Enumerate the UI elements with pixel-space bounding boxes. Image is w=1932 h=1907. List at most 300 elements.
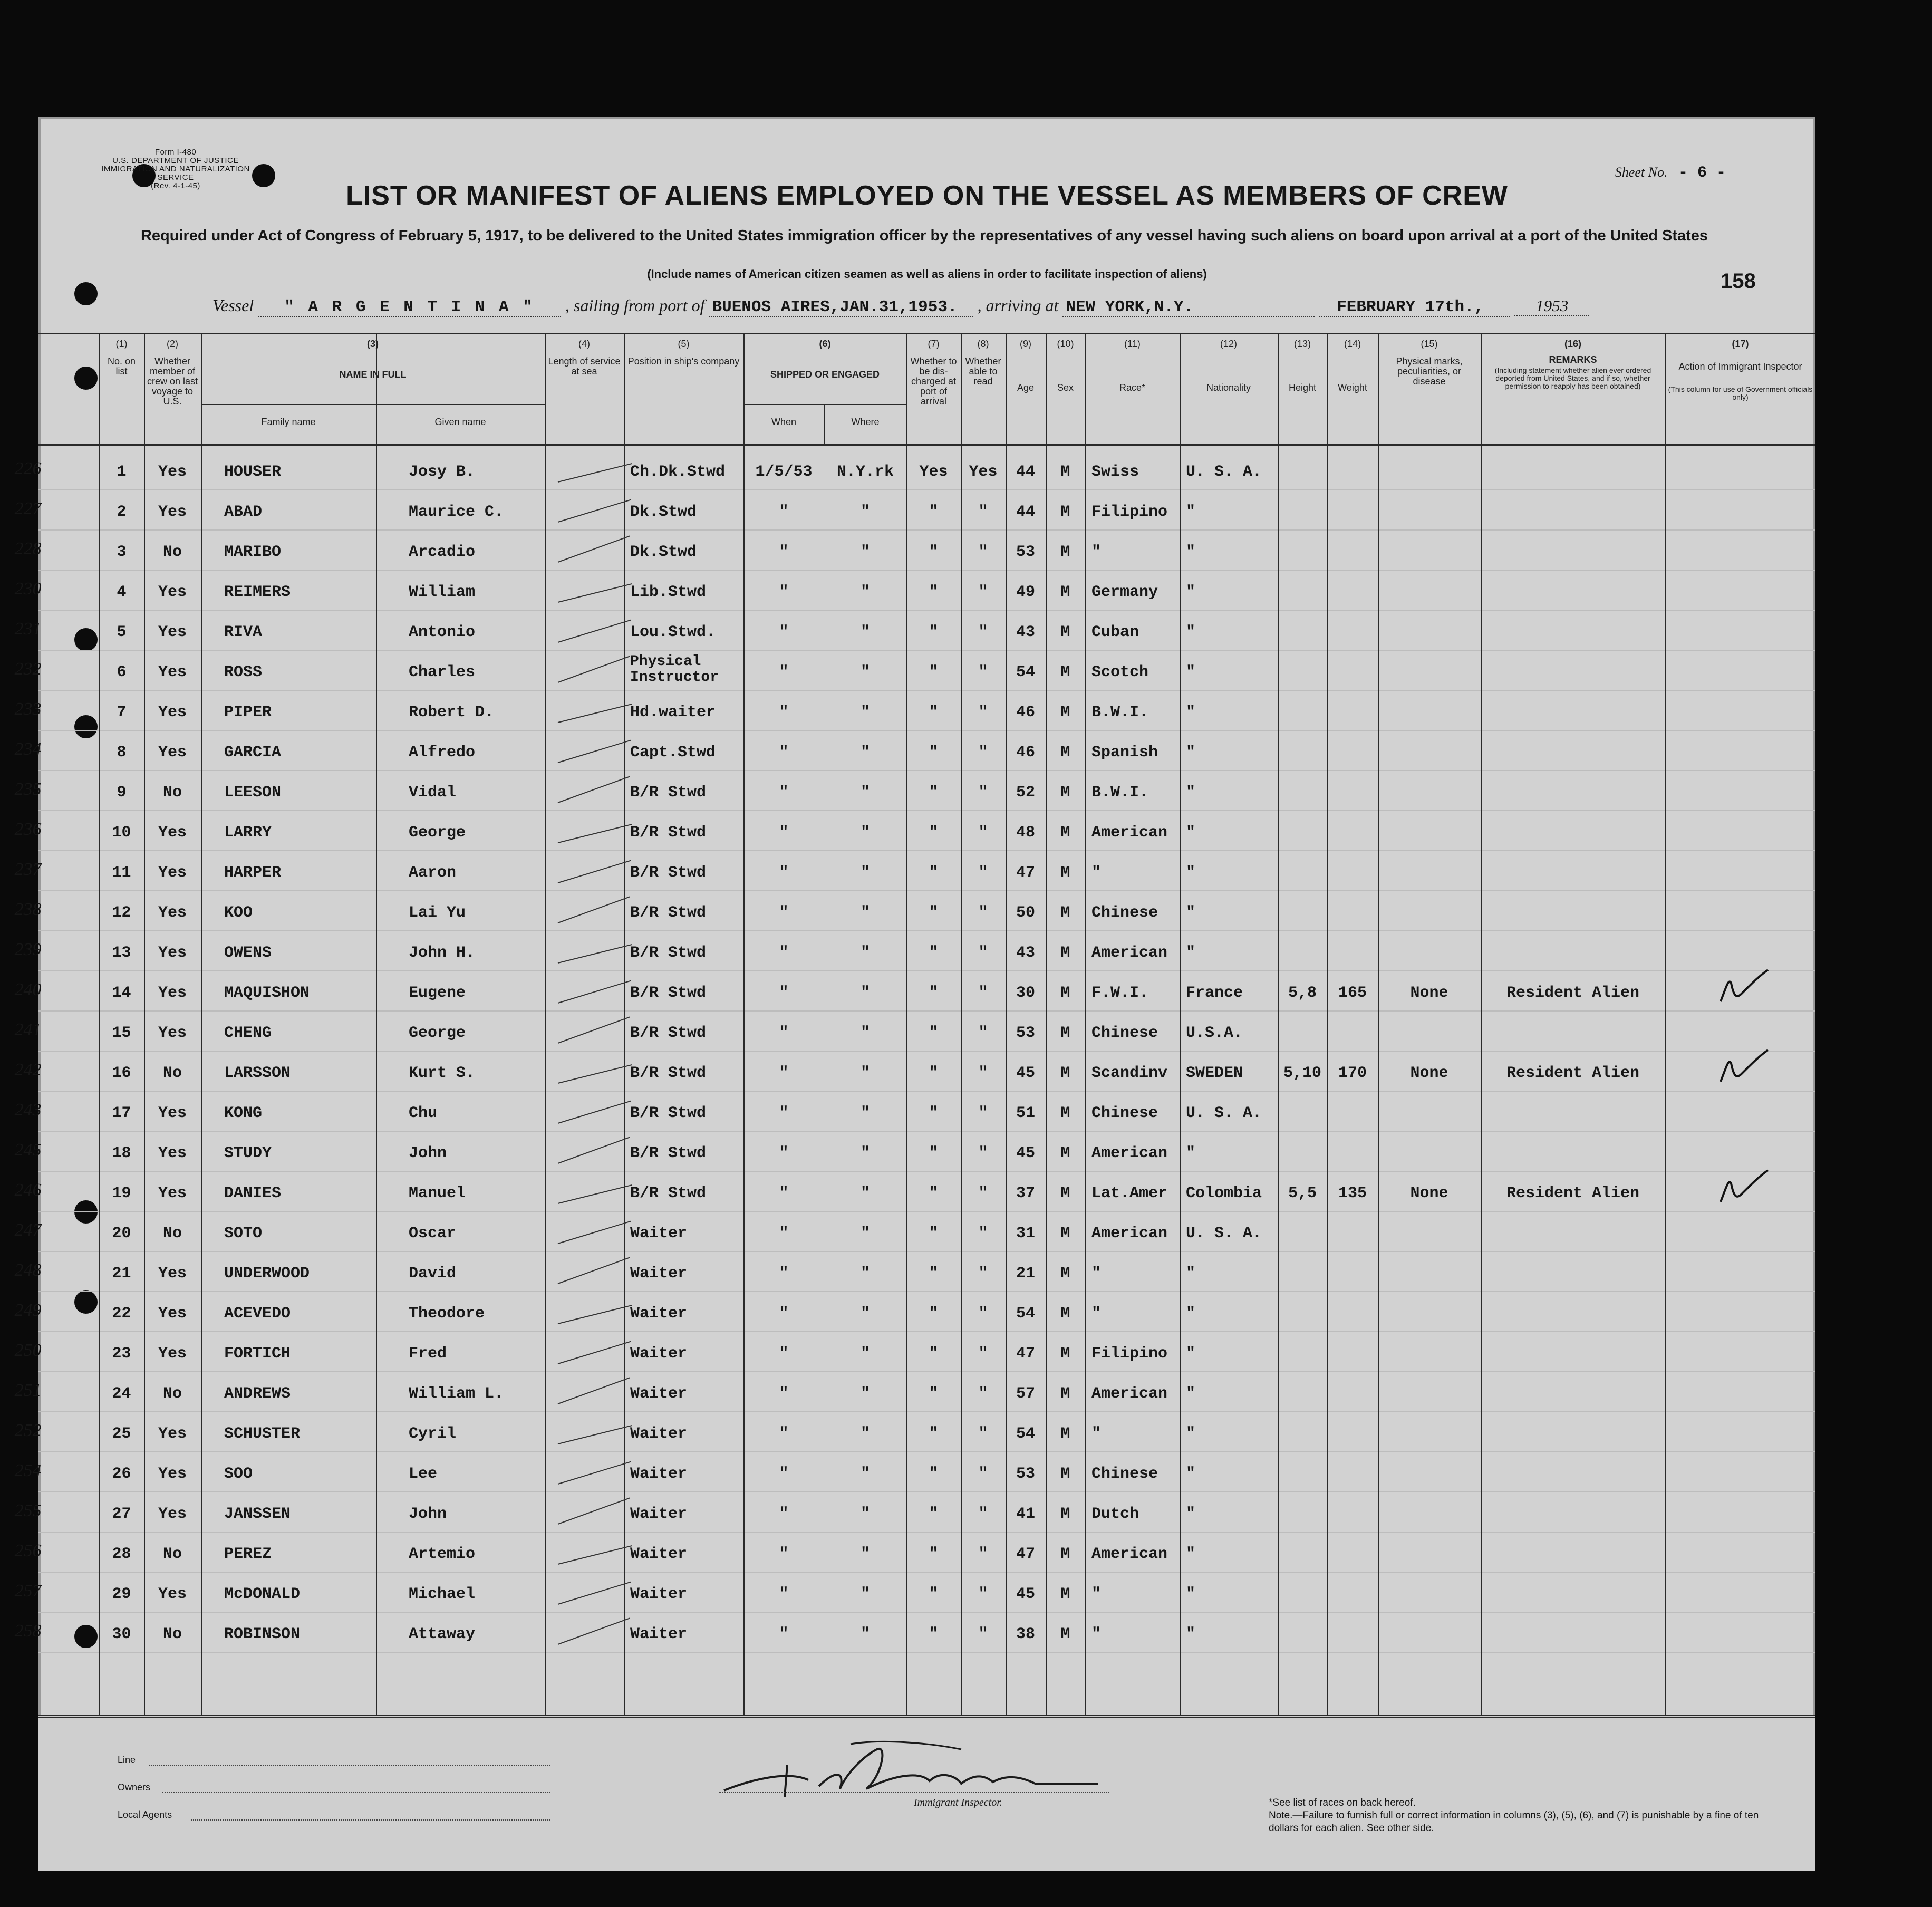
age: 45	[1016, 1064, 1035, 1082]
list-number: 6	[117, 663, 127, 681]
discharged: "	[929, 824, 939, 842]
shipped-where: "	[860, 944, 870, 962]
race: Filipino	[1091, 1345, 1168, 1363]
discharged: "	[929, 1104, 939, 1122]
given-name: Vidal	[409, 784, 457, 802]
column-header: Weight	[1338, 382, 1367, 393]
margin-number: 245	[14, 1140, 42, 1160]
last-voyage: No	[162, 1225, 182, 1243]
age: 31	[1016, 1225, 1035, 1243]
list-number: 25	[112, 1425, 131, 1443]
margin-number: 231	[14, 619, 42, 639]
sex: M	[1060, 744, 1070, 762]
list-number: 30	[112, 1625, 131, 1643]
shipped-when: "	[779, 824, 789, 842]
margin-number: 255	[14, 1501, 42, 1520]
name-subheader-rule	[201, 404, 545, 405]
nationality: "	[1186, 904, 1196, 922]
margin-number: 243	[14, 1100, 42, 1120]
shipped-when: "	[779, 1465, 789, 1483]
arriving-port: NEW YORK,N.Y.	[1062, 298, 1315, 317]
list-number: 5	[117, 623, 127, 641]
able-to-read: "	[978, 1385, 988, 1403]
height: 5,8	[1288, 984, 1317, 1002]
weight: 170	[1338, 1064, 1367, 1082]
subtitle: Required under Act of Congress of February 5, 1917, to be delivered to the United States immigration officer by the representatives of any vessel having such aliens on board upon arrival at a port of the United States	[140, 227, 1708, 244]
column-number: (11)	[1124, 339, 1141, 349]
shipped-when: "	[779, 1305, 789, 1323]
margin-number: 247	[14, 1220, 42, 1240]
sex: M	[1060, 944, 1070, 962]
age: 30	[1016, 984, 1035, 1002]
column-header: Nationality	[1206, 382, 1251, 393]
shipped-when: "	[779, 744, 789, 762]
position: B/R Stwd	[630, 1104, 707, 1122]
vessel-line	[212, 296, 1589, 316]
footer	[38, 1715, 1815, 1871]
race: American	[1091, 1385, 1168, 1403]
race: Cuban	[1091, 623, 1139, 641]
able-to-read: "	[978, 824, 988, 842]
discharged: "	[929, 1265, 939, 1283]
last-voyage: Yes	[158, 1425, 187, 1443]
column-header: SHIPPED OR ENGAGED	[770, 369, 880, 380]
last-voyage: Yes	[158, 1144, 187, 1162]
age: 46	[1016, 744, 1035, 762]
sex: M	[1060, 623, 1070, 641]
margin-number: 227	[14, 499, 42, 518]
last-voyage: Yes	[158, 704, 187, 721]
able-to-read: "	[978, 1585, 988, 1603]
family-name: UNDERWOOD	[224, 1265, 310, 1283]
column-header: Whether able to read	[965, 356, 1001, 387]
last-voyage: Yes	[158, 1345, 187, 1363]
discharged: "	[929, 1545, 939, 1563]
shipped-when: "	[779, 904, 789, 922]
able-to-read: "	[978, 1545, 988, 1563]
age: 47	[1016, 1545, 1035, 1563]
column-subheader: Family name	[261, 417, 316, 427]
list-number: 10	[112, 824, 131, 842]
discharged: "	[929, 1144, 939, 1162]
age: 43	[1016, 944, 1035, 962]
margin-number: 256	[14, 1541, 42, 1561]
nationality: "	[1186, 1545, 1196, 1563]
sex: M	[1060, 1625, 1070, 1643]
last-voyage: Yes	[158, 1265, 187, 1283]
corner-mark: 6	[63, 1833, 74, 1857]
able-to-read: "	[978, 1024, 988, 1042]
sheet-number-field	[1615, 164, 1726, 182]
column-header: (16)	[1564, 339, 1581, 349]
family-name: ABAD	[224, 503, 263, 521]
discharged: "	[929, 1465, 939, 1483]
last-voyage: No	[162, 1385, 182, 1403]
race: American	[1091, 824, 1168, 842]
list-number: 4	[117, 583, 127, 601]
margin-number: 254	[14, 1461, 42, 1480]
given-name: Chu	[409, 1104, 438, 1122]
position: Waiter	[630, 1225, 688, 1243]
position: Waiter	[630, 1265, 688, 1283]
given-name: Fred	[409, 1345, 447, 1363]
discharged: "	[929, 1585, 939, 1603]
position: Waiter	[630, 1625, 688, 1643]
sex: M	[1060, 1345, 1070, 1363]
given-name: John H.	[409, 944, 476, 962]
shipped-when: 1/5/53	[755, 463, 813, 481]
shipped-when: "	[779, 984, 789, 1002]
last-voyage: Yes	[158, 824, 187, 842]
list-number: 19	[112, 1184, 131, 1202]
sex: M	[1060, 1104, 1070, 1122]
margin-number: 240	[14, 980, 42, 999]
family-name: SOTO	[224, 1225, 263, 1243]
nationality: "	[1186, 824, 1196, 842]
column-header: Height	[1288, 382, 1317, 393]
shipped-where: "	[860, 784, 870, 802]
last-voyage: Yes	[158, 944, 187, 962]
able-to-read: "	[978, 1425, 988, 1443]
able-to-read: "	[978, 1265, 988, 1283]
sex: M	[1060, 1425, 1070, 1443]
line-field	[149, 1764, 550, 1766]
margin-number: 226	[14, 459, 42, 478]
margin-number: 242	[14, 1060, 42, 1080]
given-name: Michael	[409, 1585, 476, 1603]
shipped-where: N.Y.rk	[836, 463, 894, 481]
given-name: Alfredo	[409, 744, 476, 762]
inspector-field	[719, 1792, 1109, 1793]
shipped-where: "	[860, 1465, 870, 1483]
nationality: "	[1186, 784, 1196, 802]
list-number: 2	[117, 503, 127, 521]
vessel-name: " A R G E N T I N A "	[258, 298, 561, 317]
race: Scotch	[1091, 663, 1149, 681]
column-header: REMARKS	[1549, 354, 1597, 365]
discharged: "	[929, 1385, 939, 1403]
position: Waiter	[630, 1545, 688, 1563]
age: 43	[1016, 623, 1035, 641]
race: Swiss	[1091, 463, 1139, 481]
physical-marks: None	[1410, 984, 1448, 1002]
arrival-year: 1953	[1514, 296, 1589, 316]
margin-number: 236	[14, 820, 42, 839]
sex: M	[1060, 1024, 1070, 1042]
shipped-where: "	[860, 1024, 870, 1042]
race: B.W.I.	[1091, 704, 1149, 721]
list-number: 15	[112, 1024, 131, 1042]
shipped-where: "	[860, 744, 870, 762]
inspector-check-mark	[1715, 1168, 1773, 1210]
margin-number: 252	[14, 1421, 42, 1440]
race: "	[1091, 543, 1102, 561]
able-to-read: "	[978, 1345, 988, 1363]
given-name: Lee	[409, 1465, 438, 1483]
physical-marks: None	[1410, 1184, 1448, 1202]
nationality: U. S. A.	[1186, 1225, 1262, 1243]
able-to-read: "	[978, 1625, 988, 1643]
position: Capt.Stwd	[630, 744, 716, 762]
shipped-when: "	[779, 1184, 789, 1202]
given-name: Robert D.	[409, 704, 495, 721]
list-number: 23	[112, 1345, 131, 1363]
sailing-port: BUENOS AIRES,JAN.31,1953.	[709, 298, 973, 317]
given-name: John	[409, 1505, 447, 1523]
nationality: "	[1186, 663, 1196, 681]
discharged: "	[929, 744, 939, 762]
column-number: (2)	[167, 339, 178, 349]
column-header-note: (Including statement whether alien ever ordered deported from United States, and if so, whether permission to reapply has been obtained)	[1494, 366, 1651, 390]
position: B/R Stwd	[630, 1184, 707, 1202]
nationality: U. S. A.	[1186, 1104, 1262, 1122]
discharged: "	[929, 704, 939, 721]
sex: M	[1060, 503, 1070, 521]
last-voyage: Yes	[158, 1465, 187, 1483]
shipped-where: "	[860, 824, 870, 842]
discharged: "	[929, 1625, 939, 1643]
last-voyage: Yes	[158, 1104, 187, 1122]
position: B/R Stwd	[630, 1144, 707, 1162]
sheet-number: - 6 -	[1678, 164, 1726, 182]
given-name: Manuel	[409, 1184, 466, 1202]
age: 38	[1016, 1625, 1035, 1643]
able-to-read: "	[978, 1465, 988, 1483]
sex: M	[1060, 463, 1070, 481]
last-voyage: No	[162, 1064, 182, 1082]
last-voyage: No	[162, 543, 182, 561]
race: Filipino	[1091, 503, 1168, 521]
list-number: 29	[112, 1585, 131, 1603]
sex: M	[1060, 663, 1070, 681]
list-number: 3	[117, 543, 127, 561]
given-name: George	[409, 824, 466, 842]
margin-number: 237	[14, 860, 42, 879]
last-voyage: Yes	[158, 744, 187, 762]
revision: (Rev. 4-1-45)	[151, 181, 200, 190]
shipped-when: "	[779, 503, 789, 521]
family-name: OWENS	[224, 944, 272, 962]
weight: 135	[1338, 1184, 1367, 1202]
margin-number: 248	[14, 1260, 42, 1280]
last-voyage: Yes	[158, 623, 187, 641]
able-to-read: "	[978, 623, 988, 641]
line-label: Line	[118, 1755, 136, 1765]
page-number: 158	[1721, 269, 1756, 293]
sailing-label: , sailing from port of	[565, 296, 705, 315]
given-name: George	[409, 1024, 466, 1042]
able-to-read: Yes	[969, 463, 998, 481]
family-name: MAQUISHON	[224, 984, 310, 1002]
age: 21	[1016, 1265, 1035, 1283]
given-name: Lai Yu	[409, 904, 466, 922]
shipped-where: "	[860, 1184, 870, 1202]
margin-number: 230	[14, 579, 42, 599]
given-name: Attaway	[409, 1625, 476, 1643]
list-number: 17	[112, 1104, 131, 1122]
position: B/R Stwd	[630, 784, 707, 802]
shipped-where: "	[860, 543, 870, 561]
discharged: "	[929, 784, 939, 802]
last-voyage: Yes	[158, 1184, 187, 1202]
sex: M	[1060, 1064, 1070, 1082]
sex: M	[1060, 1465, 1070, 1483]
given-name: Theodore	[409, 1305, 485, 1323]
remarks: Resident Alien	[1506, 984, 1640, 1002]
column-number: (4)	[578, 339, 590, 349]
shipped-where: "	[860, 663, 870, 681]
shipped-where: "	[860, 623, 870, 641]
given-name: John	[409, 1144, 447, 1162]
shipped-when: "	[779, 1385, 789, 1403]
discharged: "	[929, 1345, 939, 1363]
manifest-sheet	[14, 117, 1815, 1867]
family-name: SOO	[224, 1465, 253, 1483]
race: "	[1091, 1625, 1102, 1643]
shipped-when: "	[779, 1505, 789, 1523]
nationality: U. S. A.	[1186, 463, 1262, 481]
shipped-where: "	[860, 1305, 870, 1323]
sex: M	[1060, 824, 1070, 842]
sex: M	[1060, 1505, 1070, 1523]
column-header: (6)	[819, 339, 831, 349]
age: 53	[1016, 1024, 1035, 1042]
inspector-check-mark	[1715, 1047, 1773, 1090]
last-voyage: No	[162, 1625, 182, 1643]
age: 41	[1016, 1505, 1035, 1523]
shipped-when: "	[779, 623, 789, 641]
shipped-when: "	[779, 1625, 789, 1643]
race: "	[1091, 1425, 1102, 1443]
arrival-date: FEBRUARY 17th.,	[1319, 298, 1510, 317]
given-name: Maurice C.	[409, 503, 504, 521]
header-bottom-rule	[38, 444, 1815, 446]
age: 47	[1016, 864, 1035, 882]
column-subheader: Where	[851, 417, 880, 427]
sex: M	[1060, 583, 1070, 601]
age: 47	[1016, 1345, 1035, 1363]
race: Chinese	[1091, 1104, 1158, 1122]
column-header: Whether member of crew on last voyage to U.S.	[147, 356, 198, 407]
given-name: William	[409, 583, 476, 601]
able-to-read: "	[978, 1184, 988, 1202]
last-voyage: Yes	[158, 1024, 187, 1042]
race-note: *See list of races on back hereof.	[1269, 1797, 1416, 1808]
age: 45	[1016, 1144, 1035, 1162]
margin-number: 228	[14, 539, 42, 558]
sex: M	[1060, 784, 1070, 802]
last-voyage: Yes	[158, 583, 187, 601]
shipped-when: "	[779, 864, 789, 882]
race: Dutch	[1091, 1505, 1139, 1523]
discharged: "	[929, 1225, 939, 1243]
able-to-read: "	[978, 1104, 988, 1122]
nationality: U.S.A.	[1186, 1024, 1243, 1042]
height: 5,10	[1283, 1064, 1321, 1082]
nationality: SWEDEN	[1186, 1064, 1243, 1082]
position: B/R Stwd	[630, 904, 707, 922]
shipped-where: "	[860, 1585, 870, 1603]
column-number: (15)	[1421, 339, 1438, 349]
column-header: NAME IN FULL	[339, 369, 407, 380]
age: 53	[1016, 1465, 1035, 1483]
column-header-note: (This column for use of Government officials only)	[1668, 385, 1813, 401]
vessel-label: Vessel	[212, 296, 254, 315]
family-name: SCHUSTER	[224, 1425, 301, 1443]
age: 54	[1016, 1305, 1035, 1323]
given-name: Eugene	[409, 984, 466, 1002]
list-number: 26	[112, 1465, 131, 1483]
position: Lib.Stwd	[630, 583, 707, 601]
family-name: REIMERS	[224, 583, 291, 601]
family-name: PIPER	[224, 704, 272, 721]
race: Chinese	[1091, 904, 1158, 922]
shipped-where: "	[860, 1505, 870, 1523]
able-to-read: "	[978, 704, 988, 721]
age: 49	[1016, 583, 1035, 601]
position: Lou.Stwd.	[630, 623, 716, 641]
position: Waiter	[630, 1305, 688, 1323]
able-to-read: "	[978, 1305, 988, 1323]
able-to-read: "	[978, 543, 988, 561]
sex: M	[1060, 864, 1070, 882]
race: "	[1091, 1305, 1102, 1323]
race: F.W.I.	[1091, 984, 1149, 1002]
last-voyage: Yes	[158, 1505, 187, 1523]
sex: M	[1060, 1265, 1070, 1283]
shipped-when: "	[779, 1345, 789, 1363]
last-voyage: Yes	[158, 864, 187, 882]
age: 45	[1016, 1585, 1035, 1603]
margin-number: 239	[14, 940, 42, 959]
column-header: (3)	[367, 339, 379, 349]
family-name: HOUSER	[224, 463, 282, 481]
list-number: 18	[112, 1144, 131, 1162]
race: "	[1091, 864, 1102, 882]
column-header: (17)	[1732, 339, 1749, 349]
nationality: "	[1186, 1144, 1196, 1162]
given-name: Aaron	[409, 864, 457, 882]
discharged: "	[929, 1184, 939, 1202]
age: 50	[1016, 904, 1035, 922]
family-name: JANSSEN	[224, 1505, 291, 1523]
shipped-where: "	[860, 904, 870, 922]
discharged: "	[929, 1024, 939, 1042]
shipped-when: "	[779, 944, 789, 962]
shipped-when: "	[779, 663, 789, 681]
race: American	[1091, 1144, 1168, 1162]
family-name: McDONALD	[224, 1585, 301, 1603]
agents-field	[191, 1819, 550, 1821]
remarks: Resident Alien	[1506, 1064, 1640, 1082]
given-name: Arcadio	[409, 543, 476, 561]
list-number: 8	[117, 744, 127, 762]
able-to-read: "	[978, 1505, 988, 1523]
column-header: Sex	[1057, 382, 1074, 393]
shipped-when: "	[779, 704, 789, 721]
sex: M	[1060, 1305, 1070, 1323]
last-voyage: Yes	[158, 1305, 187, 1323]
race: "	[1091, 1265, 1102, 1283]
race: Spanish	[1091, 744, 1158, 762]
family-name: GARCIA	[224, 744, 282, 762]
age: 51	[1016, 1104, 1035, 1122]
nationality: "	[1186, 744, 1196, 762]
shipped-where: "	[860, 1425, 870, 1443]
owners-label: Owners	[118, 1782, 151, 1793]
nationality: France	[1186, 984, 1243, 1002]
list-number: 9	[117, 784, 127, 802]
